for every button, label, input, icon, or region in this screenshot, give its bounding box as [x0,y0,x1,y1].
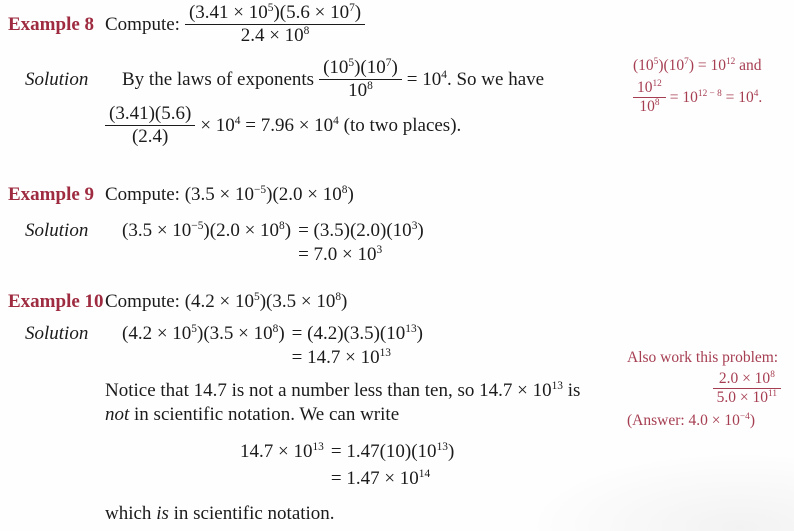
notice-paragraph [105,379,610,426]
example8-solution-line2 [100,103,461,149]
equation-rhs: = $(3.5)(2.0)(10^3)$ [298,219,424,241]
equation-rhs: = $(4.2)(3.5)(10^{13})$ [291,322,423,344]
fraction-numerator: $(3.41 \times 10^5)(5.6 \times 10^7)$ [188,1,362,23]
closing-before: which [105,503,157,524]
fraction-numerator: $(10^5)(10^7)$ [323,56,398,78]
margin-note-exponents [633,56,791,117]
fraction-denominator: (2.4) [105,125,195,148]
equation-rhs: = $1.47 \times 10^{14}$ [330,467,431,489]
example9-solution-equations [122,219,424,267]
example8-label: Example 8 [8,13,95,35]
notice-italic-word: not [105,403,130,425]
example10-solution [8,322,423,370]
equation-lhs-empty [122,243,291,267]
example8-solution-fraction2 [105,103,195,149]
equation-lhs: $(3.5 \times 10^{-5})(2.0 \times 10^8)$ [122,219,292,241]
fraction-denominator: $10^8$ [633,97,666,116]
equation-rhs: = $1.47(10)(10^{13})$ [330,440,455,462]
example8-problem-fraction [185,2,365,48]
page-shading [524,451,794,531]
example10-solution-equations [122,322,423,370]
margin-note-problem-line1: Also work this problem: [627,349,779,366]
notice-line2-rest: in scientific notation. We can write [129,403,400,425]
equation-lhs-empty [240,465,324,492]
margin-note-problem [627,348,791,431]
example10-solution-label: Solution [25,323,89,344]
example10-compute: Compute: $(4.2 \times 10^5)(3.5 \times 10^8)$ [105,290,348,312]
example8-solution-label: Solution [25,68,89,90]
example9-solution-label: Solution [25,220,89,241]
example8-solution-fraction1 [319,57,402,103]
example9-label: Example 9 [8,184,95,205]
example8-solution-text-before: By the laws of exponents [122,68,315,90]
margin-note-exponents-line2 [633,79,791,117]
margin-note-problem-fraction-wrap [627,370,791,408]
equation-lhs-empty [122,346,285,370]
fraction-denominator: $5.0 \times 10^{11}$ [713,388,781,407]
closing-after: in scientific notation. [168,503,335,524]
example8-solution-text-after: = $10^4$. So we have [406,68,545,90]
example8-solution-result: × $10^4 = 7.96 \times 10^4$ (to two places). [200,114,462,136]
notice-line2 [105,403,610,427]
notice-line1: Notice that 14.7 is not a number less than ten, so $14.7 \times 10^{13}$ is [105,379,581,401]
closing-italic-word: is [156,503,169,524]
margin-note-fraction [633,79,666,117]
example9-solution [8,219,424,267]
margin-note-problem-fraction [713,370,781,408]
example9-compute: Compute: $(3.5 \times 10^{-5})(2.0 \times 10^8)$ [105,183,354,205]
example9-problem-row [8,184,354,206]
example8-solution-line1 [8,57,544,103]
example8-problem-row [8,2,370,48]
fraction-numerator: (3.41)(5.6) [109,103,192,124]
equation-lhs: $(4.2 \times 10^5)(3.5 \times 10^8)$ [122,322,285,344]
margin-note-problem-answer: (Answer: $4.0 \times 10^{-4}$) [627,411,755,429]
fraction-denominator: $2.4 \times 10^8$ [185,24,365,47]
closing-line [105,503,335,525]
fraction-numerator: $10^{12}$ [637,79,662,96]
example10-problem-row [8,291,347,313]
fraction-numerator: $2.0 \times 10^8$ [718,370,775,387]
margin-note-exponents-result: = $10^{12 - 8} = 10^4$. [669,88,763,106]
rewrite-equations [240,438,454,492]
example8-compute-prefix: Compute: [105,13,180,35]
margin-note-exponents-line1: $(10^5)(10^7) = 10^{12}$ and [633,57,762,74]
equation-lhs: $14.7 \times 10^{13}$ [240,440,324,462]
equation-rhs: = $14.7 \times 10^{13}$ [291,346,391,368]
equation-rhs: = $7.0 \times 10^3$ [298,243,383,265]
fraction-denominator: $10^8$ [319,79,402,102]
example10-label: Example 10 [8,291,104,312]
